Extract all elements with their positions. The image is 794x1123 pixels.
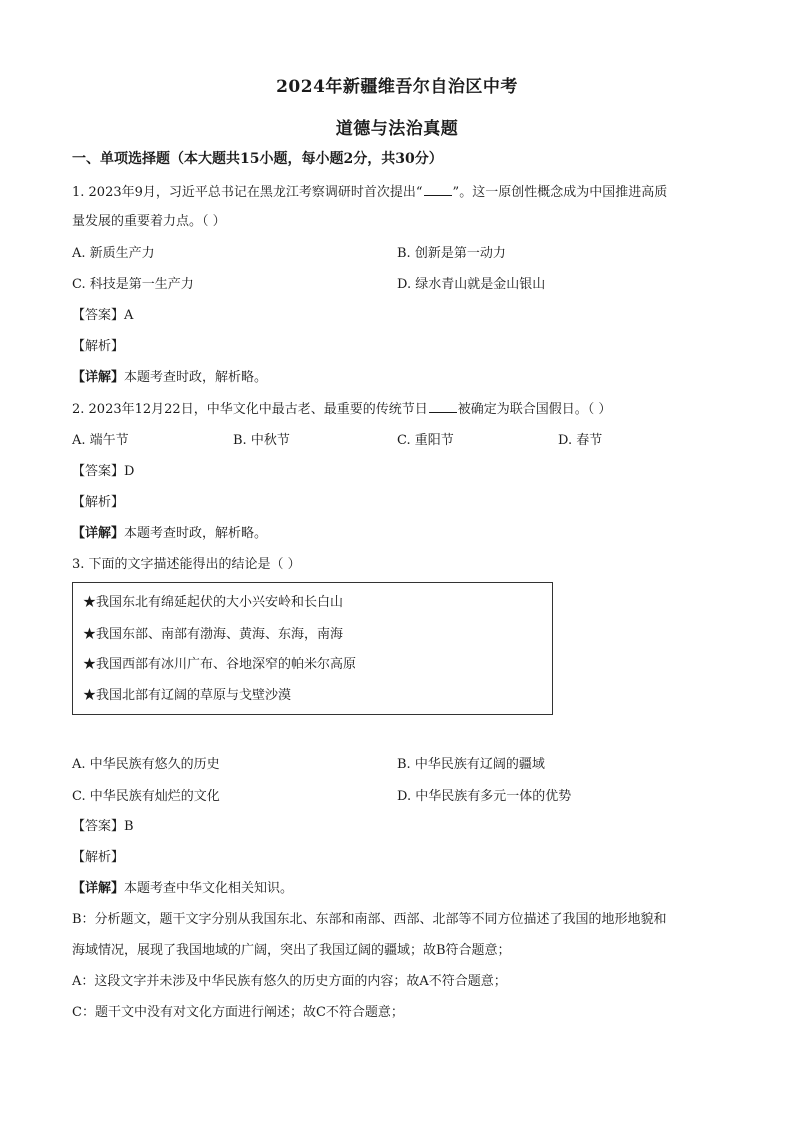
q2-detail [72, 525, 267, 543]
q3-material-line-3: ★我国西部有冰川广布、谷地深窄的帕米尔高原 [83, 657, 357, 672]
q2-stem-part1: 2. 2023年12月22日，中华文化中最古老、最重要的传统节日 [72, 402, 428, 417]
q1-detail-tag: 【详解】 [72, 370, 125, 385]
q1-answer: 【答案】A [72, 308, 134, 323]
document-title: 2024年新疆维吾尔自治区中考 [276, 77, 518, 97]
q3-option-d: D. 中华民族有多元一体的优势 [397, 789, 572, 804]
q3-explain-c: C：题干文中没有对文化方面进行阐述；故C不符合题意； [72, 1005, 404, 1020]
q1-stem-line2: 量发展的重要着力点。（ ） [72, 214, 226, 229]
q3-explain-a: A：这段文字并未涉及中华民族有悠久的历史方面的内容；故A不符合题意； [72, 974, 507, 989]
q1-option-a: A. 新质生产力 [72, 246, 155, 261]
q1-detail-text: 本题考查时政，解析略。 [124, 370, 268, 385]
q2-stem [72, 400, 611, 419]
q3-material-box [72, 582, 553, 715]
q2-detail-tag: 【详解】 [72, 526, 125, 541]
q1-stem [72, 183, 667, 202]
q2-option-b: B. 中秋节 [233, 433, 290, 448]
q1-option-b: B. 创新是第一动力 [397, 246, 506, 261]
q3-explain-b-line2: 海域情况，展现了我国地域的广阔，突出了我国辽阔的疆域；故B符合题意； [72, 943, 511, 958]
q1-option-d: D. 绿水青山就是金山银山 [397, 277, 546, 292]
q2-blank [429, 400, 457, 413]
q2-analysis: 【解析】 [72, 495, 125, 510]
q1-stem-part1: 1. 2023年9月，习近平总书记在黑龙江考察调研时首次提出“ [72, 185, 423, 200]
q2-option-d: D. 春节 [558, 433, 603, 448]
q3-option-b: B. 中华民族有辽阔的疆域 [397, 757, 545, 772]
q2-detail-text: 本题考查时政，解析略。 [124, 526, 268, 541]
q3-option-c: C. 中华民族有灿烂的文化 [72, 789, 220, 804]
q3-detail [72, 880, 293, 898]
q2-option-c: C. 重阳节 [397, 433, 454, 448]
q3-stem: 3. 下面的文字描述能得出的结论是（ ） [72, 557, 301, 572]
q3-material-line-2: ★我国东部、南部有渤海、黄海、东海，南海 [83, 627, 344, 642]
q1-option-c: C. 科技是第一生产力 [72, 277, 194, 292]
q1-detail [72, 369, 267, 387]
q1-blank [424, 183, 452, 196]
q2-answer: 【答案】D [72, 464, 135, 479]
q3-material-line-4: ★我国北部有辽阔的草原与戈壁沙漠 [83, 688, 292, 703]
q3-explain-b-line1: B：分析题文，题干文字分别从我国东北、东部和南部、西部、北部等不同方位描述了我国的地形地貌和 [72, 912, 667, 927]
q3-analysis: 【解析】 [72, 850, 125, 865]
q3-material-line-1: ★我国东北有绵延起伏的大小兴安岭和长白山 [83, 595, 344, 610]
q2-stem-part2: 被确定为联合国假日。（ ） [457, 402, 612, 417]
section-heading: 一、单项选择题（本大题共15小题，每小题2分，共30分） [72, 151, 443, 167]
q1-analysis: 【解析】 [72, 339, 125, 354]
q3-option-a: A. 中华民族有悠久的历史 [72, 757, 220, 772]
q1-stem-part2: ”。这一原创性概念成为中国推进高质 [452, 185, 668, 200]
document-subtitle: 道德与法治真题 [335, 119, 459, 139]
q3-answer: 【答案】B [72, 819, 134, 834]
q3-detail-tag: 【详解】 [72, 881, 125, 896]
q2-option-a: A. 端午节 [72, 433, 129, 448]
q3-detail-text: 本题考查中华文化相关知识。 [124, 881, 294, 896]
